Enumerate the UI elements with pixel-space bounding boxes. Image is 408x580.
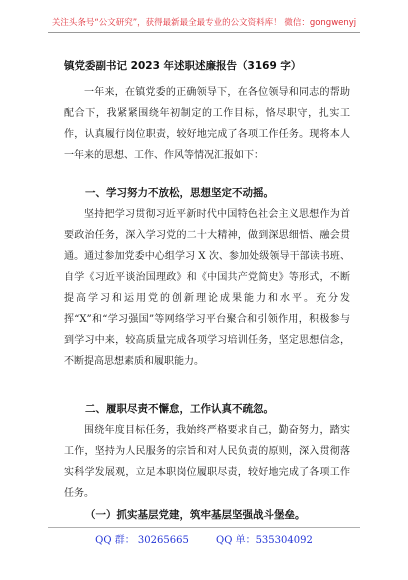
footer-qq-number[interactable]: QQ 单：535304092 (216, 535, 313, 546)
section-2-paragraph: 围绕年度目标任务，我始终严格要求自己，勤奋努力，踏实工作，坚持为人民服务的宗旨和对人民负责的原则，深入贯彻落实科学发展观，立足本职岗位履职尽责，较好地完成了各项工作任务。 (64, 425, 350, 499)
section-1-heading: 一、学习努力不放松，思想坚定不动摇。 (85, 187, 274, 199)
document-title: 镇党委副书记 2023 年述职述廉报告（3169 字） (64, 60, 302, 72)
section-2 (64, 398, 350, 526)
footer-qq-group[interactable]: QQ 群： 30265665 (95, 535, 189, 546)
header-banner[interactable]: 关注头条号“公文研究”，获得最新最全最专业的公文资料库！ 微信：gongwenyj (51, 18, 357, 28)
section-2-heading: 二、履职尽责不懈怠，工作认真不疏忽。 (85, 403, 274, 415)
section-1-paragraph: 坚持把学习贯彻习近平新时代中国特色社会主义思想作为首要政治任务，深入学习党的二十大精神，做到深思细悟、融会贯通。通过参加党委中心组学习 X 次、参加处级领导干部读书班、自学《习近平谈治国理政》和《中国共产党简史》等形式，不断提高学习和运用党的创新理论成果能力和水平。充分发挥“X”和“学习强国”等网络学习平台聚合和引领作用，积极参与到学习中来，较高质量完成各项学习培训任务，坚定思想信念，不断提高思想素质和履职能力。 (64, 209, 350, 367)
intro-block (64, 82, 350, 166)
footer-contacts (0, 531, 408, 546)
footer-divider (48, 527, 360, 528)
header-divider (48, 32, 360, 33)
section-1 (64, 182, 350, 372)
section-2-subheading: （一）抓实基层党建，筑牢基层坚强战斗堡垒。 (85, 509, 306, 521)
intro-paragraph: 一年来，在镇党委的正确领导下，在各位领导和同志的帮助配合下，我紧紧围绕年初制定的工作目标，恪尽职守，扎实工作，认真履行岗位职责，较好地完成了各项工作任务。现将本人一年来的思想、工作、作风等情况汇报如下： (64, 87, 350, 161)
